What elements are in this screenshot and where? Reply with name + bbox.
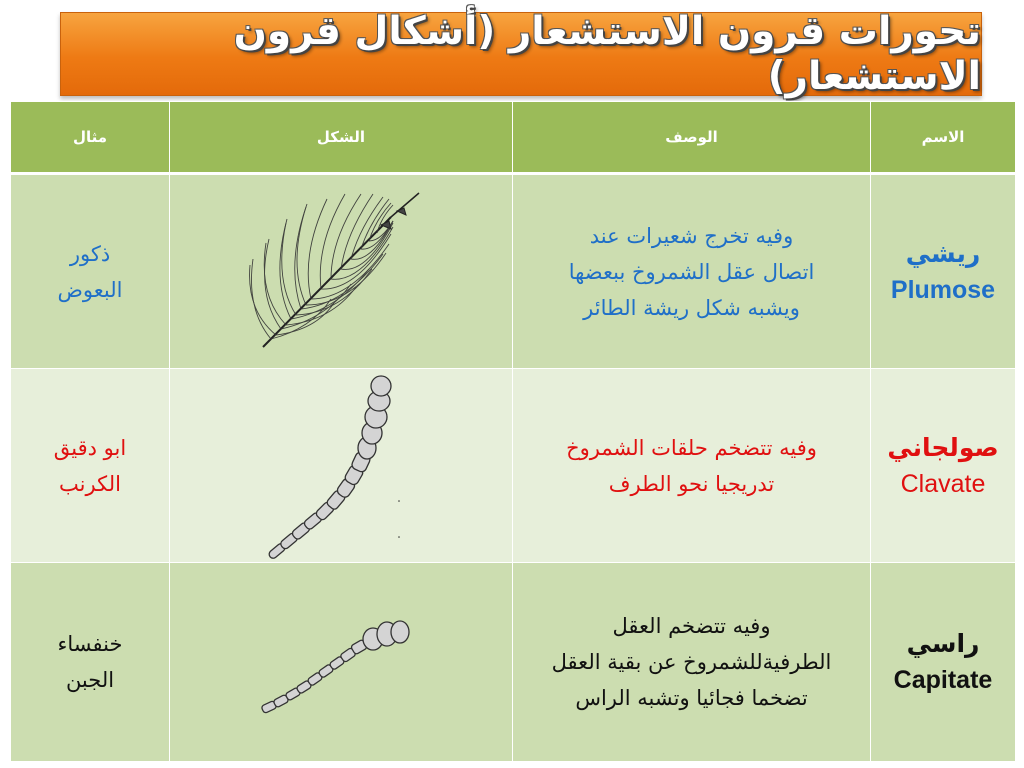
plumose-antenna-icon	[241, 187, 441, 357]
description-line: الطرفيةللشمروخ عن بقية العقل	[551, 650, 832, 674]
example-line: ذكور	[69, 241, 111, 266]
example-cell	[11, 174, 170, 369]
description-line: تدريجيا نحو الطرف	[608, 471, 775, 496]
table-header-row	[11, 102, 1016, 174]
shape-cell	[170, 563, 513, 762]
description-cell	[513, 369, 871, 563]
description-line: وفيه تخرج شعيرات عند	[589, 223, 794, 248]
header-name: الاسم	[871, 102, 1016, 174]
example-line: ابو دقيق	[53, 435, 127, 460]
header-description: الوصف	[513, 102, 871, 174]
description-line: ويشبه شكل ريشة الطائر	[583, 295, 800, 320]
example-line: البعوض	[57, 277, 123, 302]
example-line: الجبن	[65, 668, 115, 692]
example-line: الكرنب	[59, 471, 121, 496]
name-arabic: راسي	[906, 629, 980, 658]
name-cell	[871, 563, 1016, 762]
capitate-antenna-icon	[241, 597, 441, 727]
header-shape: الشكل	[170, 102, 513, 174]
example-cell	[11, 369, 170, 563]
name-english: Capitate	[893, 666, 993, 694]
description-line: اتصال عقل الشمروخ ببعضها	[568, 259, 815, 284]
description-cell	[513, 174, 871, 369]
shape-cell	[170, 174, 513, 369]
name-arabic: صولجاني	[887, 432, 999, 462]
description-line: وفيه تتضخم حلقات الشمروخ	[566, 435, 817, 460]
name-arabic: ريشي	[905, 238, 981, 268]
description-line: تضخما فجائيا وتشبه الراس	[575, 686, 808, 710]
page-title: تحورات قرون الاستشعار (أشكال قرون الاستشعار)	[233, 9, 981, 99]
table-row	[11, 174, 1016, 369]
name-english: Clavate	[900, 469, 986, 498]
example-cell	[11, 563, 170, 762]
name-cell	[871, 174, 1016, 369]
header-example: مثال	[11, 102, 170, 174]
name-cell	[871, 369, 1016, 563]
name-english: Plumose	[890, 275, 996, 304]
shape-cell	[170, 369, 513, 563]
example-line: خنفساء	[57, 632, 123, 656]
description-line: وفيه تتضخم العقل	[612, 614, 771, 638]
table-row	[11, 563, 1016, 762]
clavate-antenna-icon	[241, 371, 441, 561]
table-row	[11, 369, 1016, 563]
title-banner	[60, 9, 982, 99]
antenna-table	[10, 101, 1016, 762]
description-cell	[513, 563, 871, 762]
